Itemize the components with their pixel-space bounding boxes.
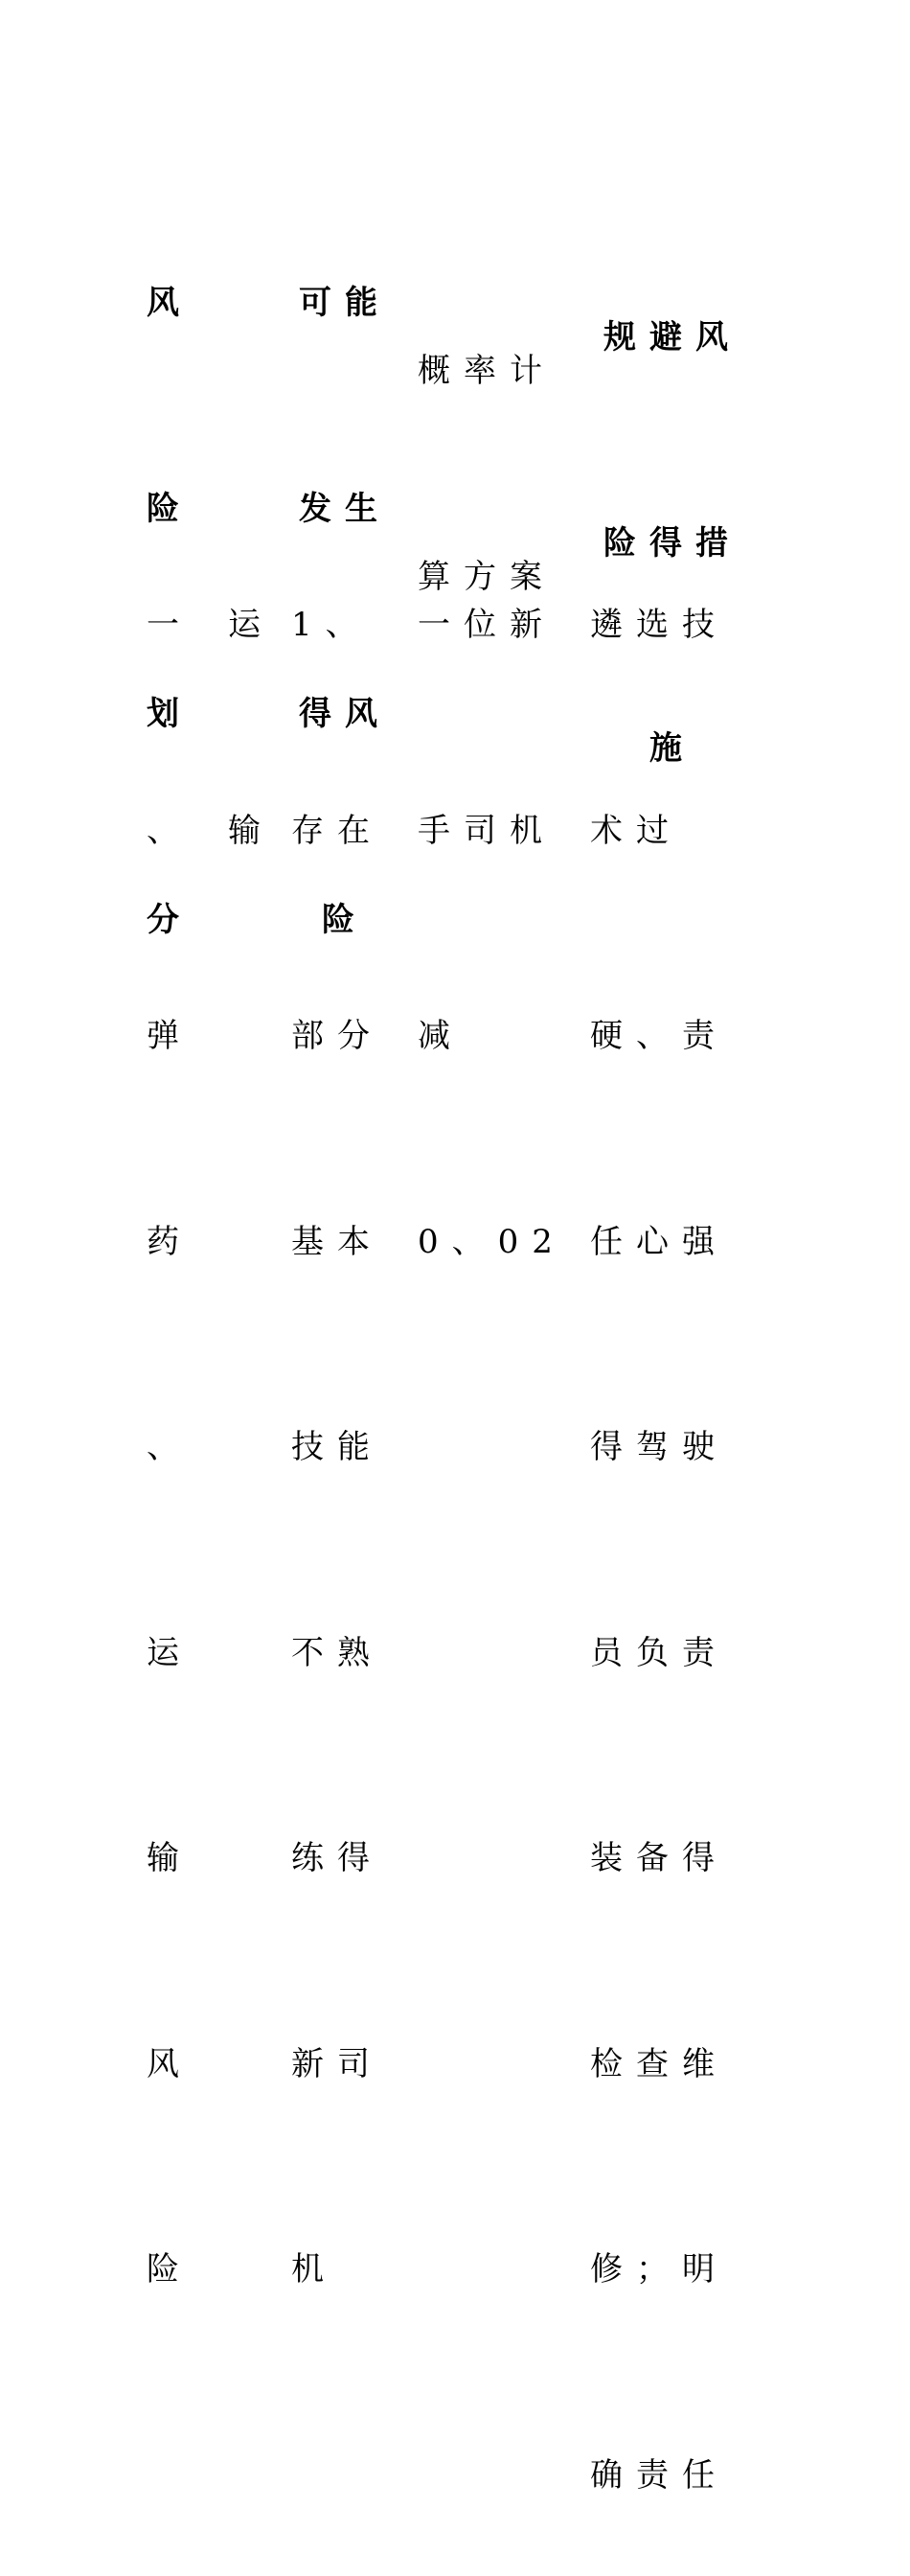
cell-subcategory <box>228 454 276 934</box>
cell-text-line: 遴选技 <box>590 606 728 644</box>
header-text-line: 风 <box>147 284 193 322</box>
cell-text-line: 存在 <box>291 811 383 850</box>
cell-text-line: 不熟 <box>291 1633 383 1672</box>
cell-text-line: 减 <box>418 1017 464 1055</box>
cell-text-line: 输 <box>147 1839 193 1877</box>
header-text-line: 得风 <box>299 695 391 733</box>
header-text-line: 概率计 <box>418 352 556 390</box>
cell-text-line: 运 <box>147 1633 193 1672</box>
header-text-line: 可能 <box>299 284 391 322</box>
cell-text-line: 输 <box>228 811 274 850</box>
cell-text-line: 0、02 <box>418 1222 566 1261</box>
cell-risk-category <box>147 454 194 2373</box>
header-text-line: 规避风 <box>603 318 741 356</box>
cell-text-line: 弹 <box>147 1017 193 1055</box>
header-text-line: 发生 <box>299 489 391 528</box>
header-text-line: 险 <box>147 489 193 528</box>
cell-text-line: 、 <box>147 811 193 850</box>
cell-text-line: 机 <box>291 2250 337 2288</box>
cell-text-line: 药 <box>147 1222 193 1261</box>
cell-text-line: 术过 <box>590 811 682 850</box>
header-text-line: 施 <box>649 729 695 768</box>
cell-text-line: 得驾驶 <box>590 1428 728 1466</box>
cell-text-line: 修；明 <box>590 2250 728 2288</box>
cell-text-line: 、 <box>147 1428 193 1466</box>
cell-text-line: 员负责 <box>590 1633 728 1672</box>
cell-text-line: 新司 <box>291 2044 383 2083</box>
cell-text-line: 检查维 <box>590 2044 728 2083</box>
cell-text-line: 硬、责 <box>590 1017 728 1055</box>
cell-text-line: 1、 <box>291 606 372 644</box>
header-text-line: 分 <box>147 900 193 939</box>
cell-text-line: 手司机 <box>418 811 556 850</box>
cell-text-line: 部分 <box>291 1017 383 1055</box>
cell-text-line: 练得 <box>291 1839 383 1877</box>
cell-text-line: 确责任 <box>590 2455 728 2495</box>
header-text-line: 险得措 <box>603 523 741 563</box>
cell-text-line: 险 <box>147 2250 193 2288</box>
header-text-line: 划 <box>147 695 193 733</box>
cell-possible-risk <box>291 454 383 2373</box>
cell-probability-plan <box>418 454 566 1346</box>
cell-text-line: 基本 <box>291 1222 383 1261</box>
cell-text-line: 任心强 <box>590 1222 728 1261</box>
cell-text-line: 技能 <box>291 1428 383 1466</box>
cell-avoidance-measures <box>590 454 728 2576</box>
header-text-line: 险 <box>322 900 368 939</box>
cell-text-line: 装备得 <box>590 1839 728 1877</box>
header-text-line: 算方案 <box>418 557 556 596</box>
cell-text-line: 一位新 <box>418 606 556 644</box>
cell-text-line: 运 <box>228 606 274 644</box>
cell-text-line: 风 <box>147 2044 193 2083</box>
cell-text-line: 一 <box>147 606 193 644</box>
